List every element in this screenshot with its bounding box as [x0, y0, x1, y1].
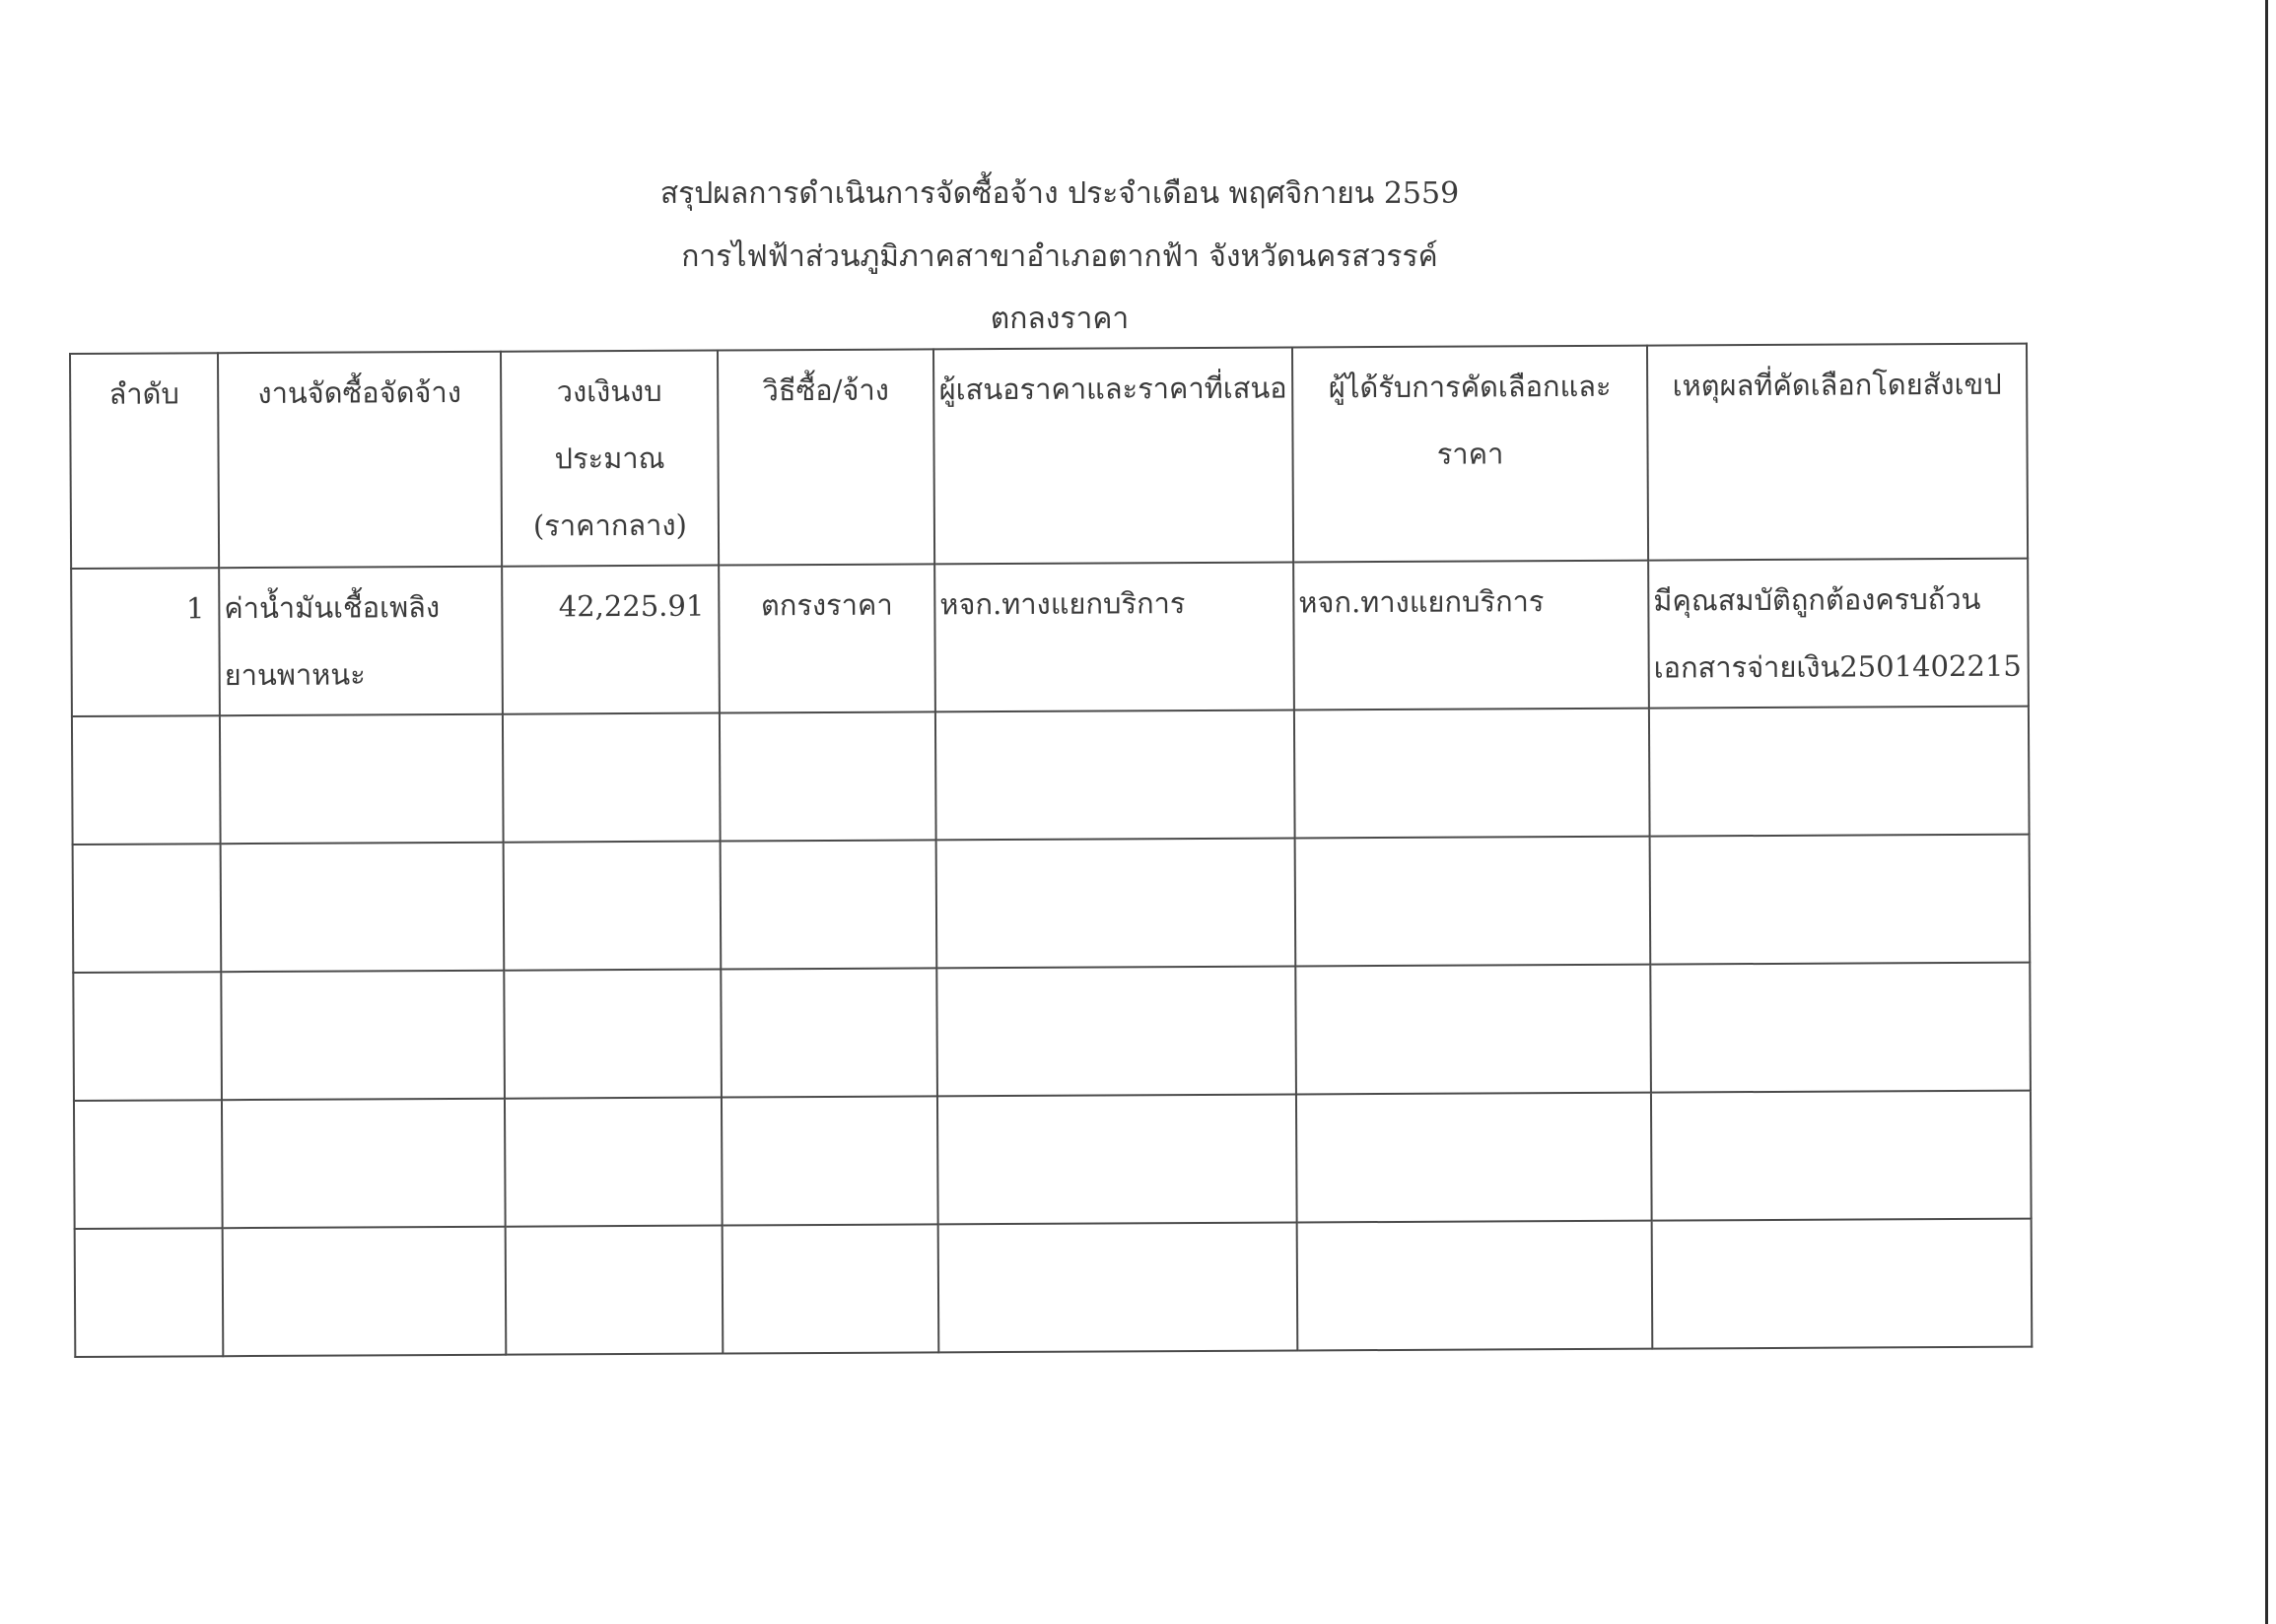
- empty-cell: [935, 710, 1295, 840]
- empty-cell: [1650, 835, 2031, 965]
- organization-subtitle: การไฟฟ้าส่วนภูมิภาคสาขาอำเภอตากฟ้า จังหวัดนครสวรรค์: [681, 239, 1438, 274]
- empty-cell: [723, 1224, 939, 1353]
- scan-edge-line: [2265, 0, 2268, 1624]
- cell-selected: หจก.ทางแยกบริการ: [1293, 561, 1649, 710]
- header-selected: ผู้ได้รับการคัดเลือกและราคา: [1292, 346, 1648, 563]
- empty-cell: [504, 842, 722, 971]
- empty-cell: [720, 711, 936, 841]
- empty-cell: [1294, 709, 1650, 839]
- empty-table-row: [75, 1219, 2033, 1357]
- empty-cell: [75, 1228, 224, 1357]
- empty-table-row: [74, 1091, 2032, 1229]
- empty-cell: [223, 1227, 507, 1357]
- empty-cell: [72, 715, 221, 845]
- empty-cell: [506, 1226, 724, 1355]
- empty-cell: [504, 970, 722, 1099]
- empty-cell: [1295, 965, 1651, 1095]
- table-header-row: [70, 344, 2028, 569]
- empty-cell: [1652, 1219, 2033, 1349]
- header-reason: เหตุผลที่คัดเลือกโดยสังเขป: [1647, 344, 2028, 561]
- header-method: วิธีซื้อ/จ้าง: [718, 349, 934, 565]
- header-bidders: ผู้เสนอราคาและราคาที่เสนอ: [933, 348, 1293, 565]
- empty-cell: [221, 843, 505, 973]
- empty-cell: [73, 972, 222, 1101]
- cell-bidders: หจก.ทางแยกบริการ: [934, 562, 1294, 711]
- empty-table-row: [73, 835, 2031, 973]
- cell-work-line1: ค่าน้ำมันเชื้อเพลิง: [224, 590, 441, 626]
- empty-cell: [503, 713, 721, 843]
- header-budget-line2: (ราคากลาง): [532, 508, 687, 543]
- empty-cell: [73, 844, 222, 973]
- header-work: งานจัดซื้อจัดจ้าง: [218, 352, 502, 568]
- cell-work: [219, 567, 503, 716]
- cell-work-line2: ยานพาหนะ: [224, 657, 366, 693]
- cell-reason: [1648, 559, 2029, 709]
- empty-table-row: [72, 707, 2030, 845]
- empty-cell: [1297, 1221, 1653, 1351]
- procurement-method-heading: ตกลงราคา: [990, 302, 1130, 336]
- empty-cell: [220, 714, 504, 845]
- empty-cell: [721, 968, 937, 1097]
- procurement-table-wrapper: [69, 343, 2031, 1248]
- empty-cell: [722, 1096, 938, 1225]
- header-order: ลำดับ: [70, 353, 219, 569]
- empty-cell: [221, 971, 505, 1101]
- procurement-table: [69, 343, 2033, 1358]
- empty-cell: [936, 966, 1296, 1096]
- empty-cell: [222, 1099, 506, 1229]
- cell-order: 1: [71, 568, 220, 716]
- empty-cell: [1296, 1093, 1652, 1223]
- empty-cell: [937, 1094, 1297, 1224]
- empty-cell: [1295, 837, 1651, 967]
- document-title: สรุปผลการดำเนินการจัดซื้อจ้าง ประจำเดือน พฤศจิกายน 2559: [659, 176, 1460, 211]
- empty-cell: [1651, 1091, 2032, 1221]
- empty-cell: [505, 1098, 723, 1227]
- empty-cell: [74, 1100, 223, 1229]
- empty-cell: [721, 840, 937, 969]
- cell-budget: 42,225.91: [502, 566, 720, 714]
- empty-cell: [1650, 963, 2031, 1093]
- cell-reason-line2: เอกสารจ่ายเงิน2501402215: [1653, 648, 2022, 685]
- empty-table-row: [73, 963, 2031, 1101]
- empty-cell: [936, 838, 1296, 968]
- table-row: [71, 559, 2029, 716]
- cell-reason-line1: มีคุณสมบัติถูกต้องครบถ้วน: [1653, 581, 1981, 618]
- empty-cell: [938, 1222, 1298, 1352]
- header-budget-line1: วงเงินงบประมาณ: [554, 373, 665, 476]
- header-budget: [501, 351, 719, 567]
- empty-cell: [1649, 707, 2030, 837]
- cell-method: ตกรงราคา: [719, 564, 935, 712]
